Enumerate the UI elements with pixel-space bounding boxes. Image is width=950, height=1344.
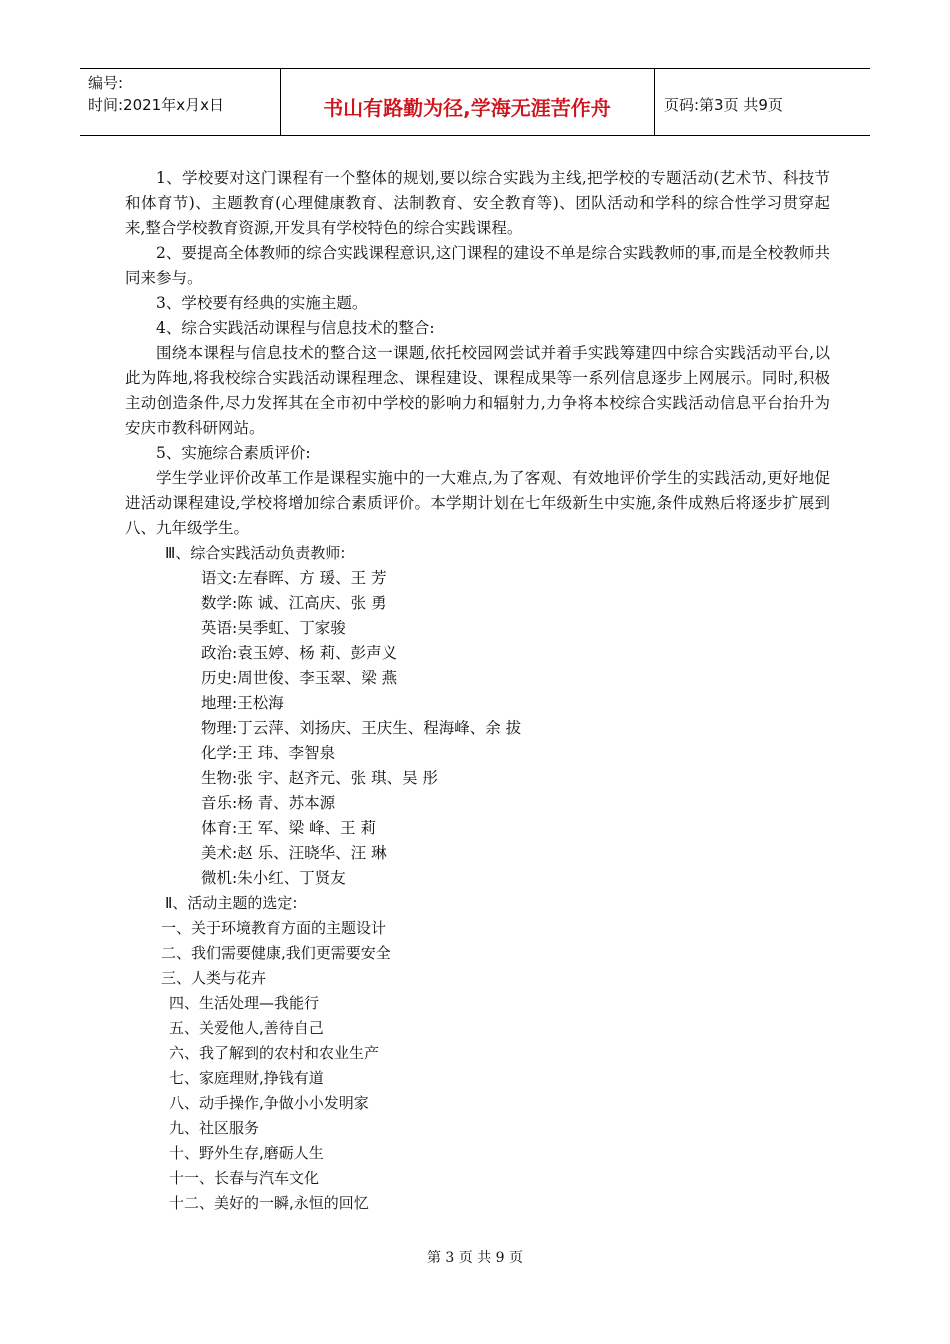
theme-item: 二、我们需要健康,我们更需要安全 [161, 944, 391, 962]
teacher-line: 历史:周世俊、李玉翠、梁 燕 [201, 669, 398, 687]
header-top-rule [80, 68, 870, 69]
header-motto: 书山有路勤为径,学海无涯苦作舟 [323, 96, 611, 120]
header-page-info: 页码:第3页 共9页 [664, 96, 783, 114]
teacher-line: 化学:王 玮、李智泉 [201, 744, 336, 762]
theme-item: 一、关于环境教育方面的主题设计 [161, 919, 387, 937]
theme-item: 九、社区服务 [169, 1119, 260, 1137]
theme-item: 六、我了解到的农村和农业生产 [169, 1044, 380, 1062]
teacher-line: 语文:左春晖、方 瑗、王 芳 [201, 569, 387, 587]
teacher-line: 政治:袁玉婷、杨 莉、彭声义 [201, 644, 398, 662]
theme-item: 三、人类与花卉 [161, 969, 267, 987]
teacher-line: 音乐:杨 青、苏本源 [201, 794, 336, 812]
paragraph-7: 学生学业评价改革工作是课程实施中的一大难点,为了客观、有效地评价学生的实践活动,更好地促进活动课程建设,学校将增加综合素质评价。本学期计划在七年级新生中实施,条件成熟后将逐步扩展到八、九年级学生。 [125, 469, 830, 537]
teacher-line: 微机:朱小红、丁贤友 [201, 869, 346, 887]
paragraph-2: 2、要提高全体教师的综合实践课程意识,这门课程的建设不单是综合实践教师的事,而是全校教师共同来参与。 [125, 244, 830, 287]
document-date: 时间:2021年x月x日 [88, 96, 224, 114]
teacher-line: 体育:王 军、梁 峰、王 莉 [201, 819, 377, 837]
paragraph-5: 围绕本课程与信息技术的整合这一课题,依托校园网尝试并着手实践筹建四中综合实践活动平台,以此为阵地,将我校综合实践活动课程理念、课程建设、课程成果等一系列信息逐步上网展示。同时,积极主动创造条件,尽力发挥其在全市初中学校的影响力和辐射力,力争将本校综合实践活动信息平台抬升为安庆市教科研网站。 [125, 344, 830, 437]
document-number: 编号: [88, 74, 124, 92]
teacher-line: 物理:丁云萍、刘扬庆、王庆生、程海峰、余 拔 [201, 719, 522, 737]
teacher-line: 英语:吴季虹、丁家骏 [201, 619, 346, 637]
themes-heading: Ⅱ、活动主题的选定: [165, 894, 298, 912]
paragraph-6: 5、实施综合素质评价: [156, 444, 311, 462]
theme-item: 七、家庭理财,挣钱有道 [169, 1069, 324, 1087]
teacher-line: 地理:王松海 [201, 694, 284, 712]
theme-item: 八、动手操作,争做小小发明家 [169, 1094, 369, 1112]
theme-item: 四、生活处理—我能行 [169, 994, 320, 1012]
theme-item: 十、野外生存,磨砺人生 [169, 1144, 324, 1162]
teacher-line: 生物:张 宇、赵齐元、张 琪、吴 彤 [201, 769, 439, 787]
document-body [125, 166, 830, 1216]
paragraph-4: 4、综合实践活动课程与信息技术的整合: [156, 319, 435, 337]
theme-item: 十二、美好的一瞬,永恒的回忆 [169, 1194, 369, 1212]
teachers-heading: Ⅲ、综合实践活动负责教师: [165, 544, 346, 562]
teacher-line: 数学:陈 诚、江高庆、张 勇 [201, 594, 387, 612]
paragraph-1: 1、学校要对这门课程有一个整体的规划,要以综合实践为主线,把学校的专题活动(艺术节、科技节和体育节)、主题教育(心理健康教育、法制教育、安全教育等)、团队活动和学科的综合性学习贯穿起来,整合学校教育资源,开发具有学校特色的综合实践课程。 [125, 169, 830, 237]
header-bottom-rule [80, 135, 870, 136]
theme-item: 五、关爱他人,善待自己 [169, 1019, 324, 1037]
paragraph-3: 3、学校要有经典的实施主题。 [156, 294, 368, 312]
page-footer: 第 3 页 共 9 页 [426, 1250, 524, 1266]
header-meta [88, 72, 224, 116]
header-divider-right [654, 68, 655, 135]
theme-item: 十一、长春与汽车文化 [169, 1169, 320, 1187]
teacher-line: 美术:赵 乐、汪晓华、汪 琳 [201, 844, 387, 862]
